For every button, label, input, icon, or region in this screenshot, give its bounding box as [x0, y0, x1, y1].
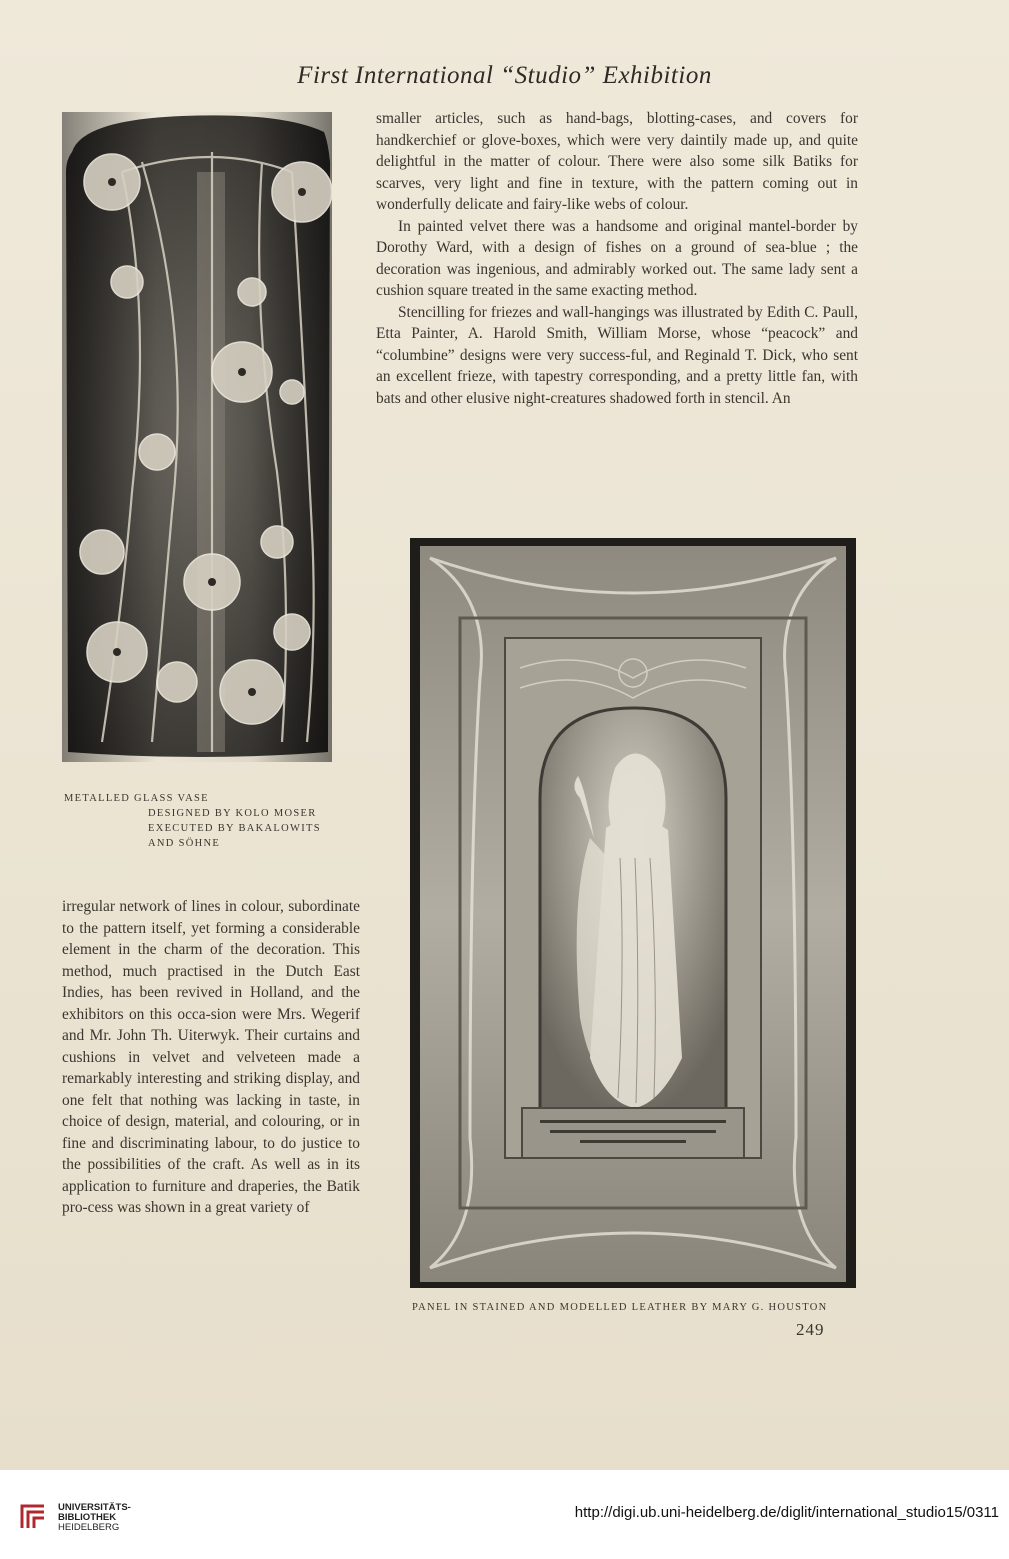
- vase-caption-line: EXECUTED BY BAKALOWITS: [148, 823, 321, 834]
- vase-caption-line: AND SÖHNE: [148, 838, 221, 849]
- library-name-line: HEIDELBERG: [58, 1522, 120, 1533]
- paragraph: smaller articles, such as hand-bags, blotting-cases, and covers for handkerchief or glove-boxes, which were very daintily made up, and quite delightful in the matter of colour. There were also some silk Batiks for scarves, very light and fine in texture, with the pattern coming out in wonderfully delicate and fairy-like webs of colour.: [376, 110, 858, 213]
- library-name: [58, 1503, 131, 1533]
- library-logo-icon: [14, 1498, 50, 1534]
- vase-caption-line: DESIGNED BY KOLO MOSER: [148, 808, 317, 819]
- paragraph: In painted velvet there was a handsome and original mantel-border by Dorothy Ward, with a design of fishes on a ground of sea-blue ; the decoration was ingenious, and admirably worked out. The same lady sent a cushion square treated in the same exacting method.: [376, 217, 858, 299]
- vase-caption: [64, 791, 364, 851]
- running-title: First International “Studio” Exhibition: [297, 62, 712, 89]
- paragraph: irregular network of lines in colour, subordinate to the pattern itself, yet forming a considerable element in the charm of the decoration. This method, much practised in the Dutch East Indies, has been revived in Holland, and the exhibitors on this occa-sion were Mrs. Wegerif and Mr. John Th. Uiterwyk. Their curtains and cushions in velvet and velveteen made a remarkably interesting and striking display, and one felt that nothing was lacking in taste, in choice of design, material, and colouring, or in fine and discriminating labour, to do justice to the possibilities of the craft. As well as in its application to furniture and draperies, the Batik pro-cess was shown in a great variety of: [62, 898, 360, 1216]
- leather-panel-caption: PANEL IN STAINED AND MODELLED LEATHER BY MARY G. HOUSTON: [412, 1302, 828, 1313]
- page-number: 249: [796, 1320, 825, 1339]
- library-name-line: UNIVERSITÄTS-: [58, 1502, 131, 1513]
- source-url-link[interactable]: http://digi.ub.uni-heidelberg.de/diglit/international_studio15/0311: [574, 1504, 999, 1521]
- leather-panel-illustration: [410, 538, 856, 1288]
- paragraph: Stencilling for friezes and wall-hangings was illustrated by Edith C. Paull, Etta Painter, A. Harold Smith, William Morse, whose “peacock” and “columbine” designs were very success-ful, and Reginald T. Dick, who sent an excellent frieze, with tapestry corresponding, and a pretty little fan, with bats and other elusive night-creatures shadowed forth in stencil. An: [376, 303, 858, 407]
- right-column-text: [376, 108, 858, 409]
- library-name-line: BIBLIOTHEK: [58, 1512, 117, 1523]
- footer-bar: [0, 1470, 1009, 1559]
- vase-caption-line: METALLED GLASS VASE: [64, 793, 209, 804]
- left-column-text: [62, 896, 360, 1219]
- vase-illustration: [62, 112, 332, 762]
